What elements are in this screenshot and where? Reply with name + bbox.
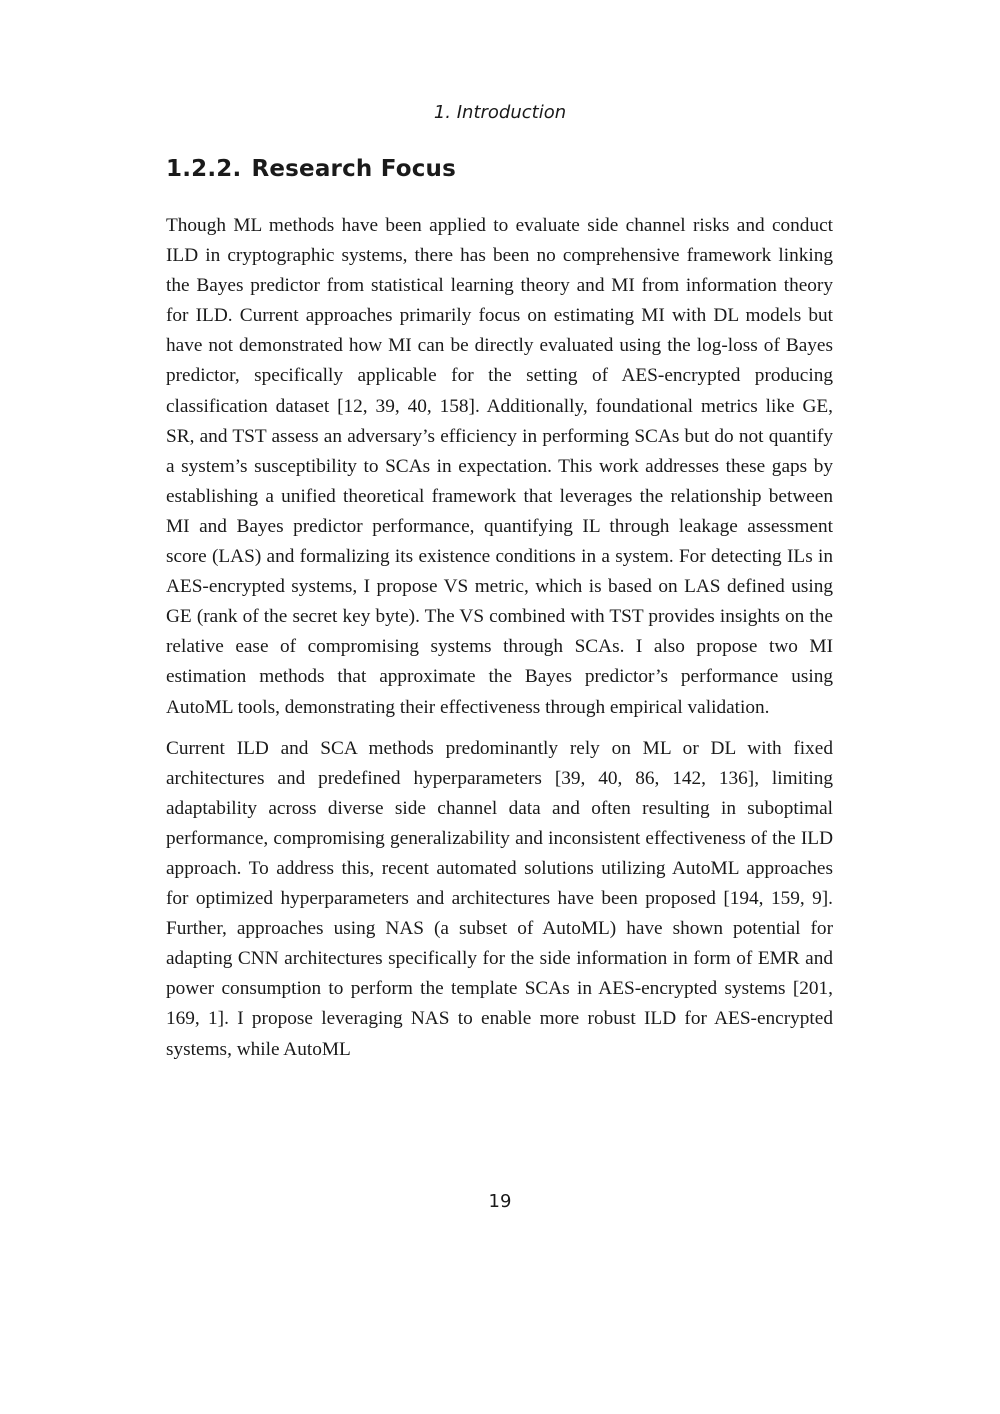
section-title: Research Focus <box>251 156 456 182</box>
section-heading <box>166 152 456 186</box>
running-header: 1. Introduction <box>433 102 567 123</box>
page-number: 19 <box>488 1191 512 1212</box>
paragraph-1: Though ML methods have been applied to evaluate side channel risks and conduct ILD in cryptographic systems, there has been no comprehensive framework linking the Bayes predictor from statistical learning theory and MI from information theory for ILD. Current approaches primarily focus on estimating MI with DL models but have not demonstrated how MI can be directly evaluated using the log-loss of Bayes predictor, specifically applicable for the setting of AES-encrypted producing classification dataset [12, 39, 40, 158]. Additionally, foundational metrics like GE, SR, and TST assess an adversary’s efficiency in performing SCAs but do not quantify a system’s susceptibility to SCAs in expectation. This work addresses these gaps by establishing a unified theoretical framework that leverages the relationship between MI and Bayes predictor performance, quantifying IL through leakage assessment score (LAS) and formalizing its existence conditions in a system. For detecting ILs in AES-encrypted systems, I propose VS metric, which is based on LAS defined using GE (rank of the secret key byte). The VS combined with TST provides insights on the relative ease of compromising systems through SCAs. I also propose two MI estimation methods that approximate the Bayes predictor’s performance using AutoML tools, demonstrating their effectiveness through empirical validation. <box>166 215 833 718</box>
paragraph-2: Current ILD and SCA methods predominantly rely on ML or DL with fixed architectures and predefined hyperparameters [39, 40, 86, 142, 136], limiting adaptability across diverse side channel data and often resulting in suboptimal performance, compromising generalizability and inconsistent effectiveness of the ILD approach. To address this, recent automated solutions utilizing AutoML approaches for optimized hyperparameters and architectures have been proposed [194, 159, 9]. Further, approaches using NAS (a subset of AutoML) have shown potential for adapting CNN architectures specifically for the side information in form of EMR and power consumption to perform the template SCAs in AES-encrypted systems [201, 169, 1]. I propose leveraging NAS to enable more robust ILD for AES-encrypted systems, while AutoML <box>166 737 833 1060</box>
section-number: 1.2.2. <box>166 156 242 182</box>
body-text <box>166 211 833 1065</box>
